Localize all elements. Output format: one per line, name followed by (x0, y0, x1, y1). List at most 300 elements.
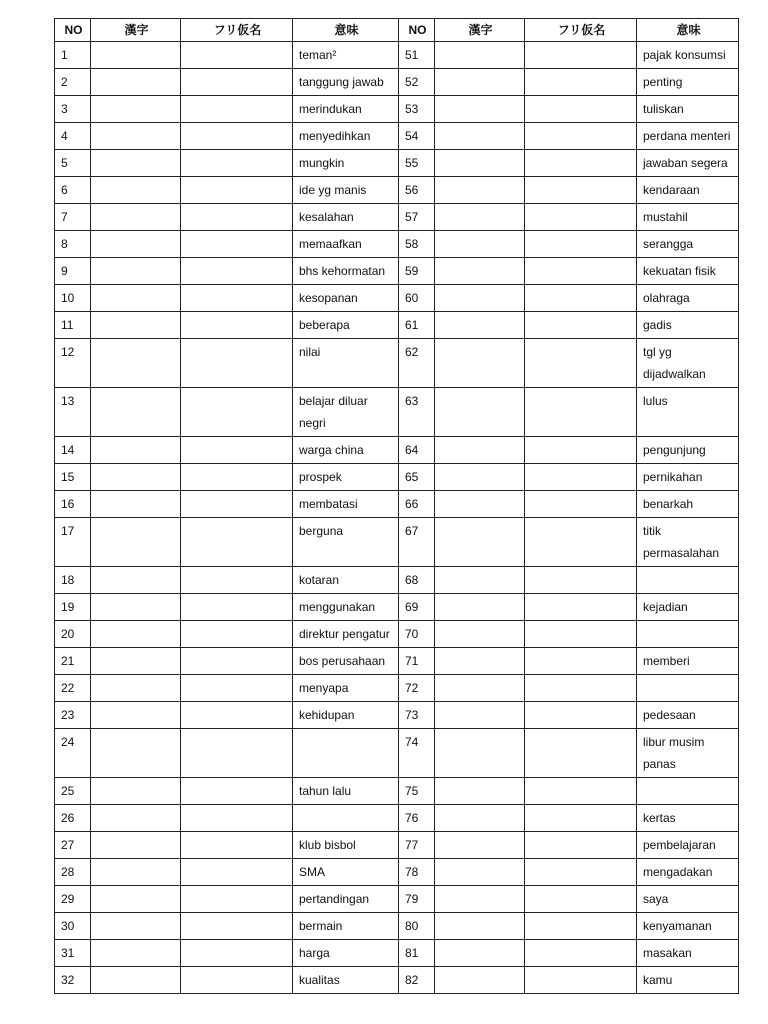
furigana-cell-left (181, 729, 293, 778)
meaning-cell-left: SMA (293, 859, 399, 886)
row-number-right: 54 (399, 123, 435, 150)
kanji-cell-right (435, 621, 525, 648)
table-row (55, 832, 739, 859)
furigana-cell-left (181, 464, 293, 491)
kanji-cell-left (91, 42, 181, 69)
row-number-right: 60 (399, 285, 435, 312)
furigana-cell-left (181, 96, 293, 123)
furigana-cell-right (525, 648, 637, 675)
row-number-right: 71 (399, 648, 435, 675)
meaning-cell-right: kendaraan (637, 177, 739, 204)
meaning-cell-left: mungkin (293, 150, 399, 177)
table-row (55, 437, 739, 464)
kanji-cell-left (91, 96, 181, 123)
meaning-cell-right: saya (637, 886, 739, 913)
kanji-cell-left (91, 123, 181, 150)
table-row (55, 805, 739, 832)
furigana-cell-right (525, 832, 637, 859)
table-row (55, 675, 739, 702)
furigana-cell-left (181, 859, 293, 886)
kanji-cell-right (435, 940, 525, 967)
furigana-cell-right (525, 940, 637, 967)
meaning-cell-left: tanggung jawab (293, 69, 399, 96)
header-meaning-right: 意味 (637, 19, 739, 42)
header-no-right: NO (399, 19, 435, 42)
row-number-left: 20 (55, 621, 91, 648)
kanji-cell-right (435, 96, 525, 123)
kanji-cell-right (435, 177, 525, 204)
furigana-cell-left (181, 150, 293, 177)
meaning-cell-left: teman² (293, 42, 399, 69)
meaning-cell-right: mustahil (637, 204, 739, 231)
row-number-right: 81 (399, 940, 435, 967)
row-number-left: 18 (55, 567, 91, 594)
row-number-left: 12 (55, 339, 91, 388)
kanji-cell-right (435, 312, 525, 339)
meaning-cell-right: pedesaan (637, 702, 739, 729)
row-number-left: 23 (55, 702, 91, 729)
meaning-cell-right: kekuatan fisik (637, 258, 739, 285)
meaning-cell-left: menyedihkan (293, 123, 399, 150)
kanji-cell-left (91, 805, 181, 832)
row-number-right: 70 (399, 621, 435, 648)
row-number-right: 80 (399, 913, 435, 940)
kanji-cell-right (435, 648, 525, 675)
kanji-cell-left (91, 388, 181, 437)
furigana-cell-right (525, 96, 637, 123)
meaning-cell-right: jawaban segera (637, 150, 739, 177)
table-row (55, 231, 739, 258)
row-number-right: 65 (399, 464, 435, 491)
meaning-cell-right: pengunjung (637, 437, 739, 464)
furigana-cell-left (181, 312, 293, 339)
kanji-cell-left (91, 648, 181, 675)
kanji-cell-right (435, 150, 525, 177)
meaning-cell-left: menggunakan (293, 594, 399, 621)
meaning-cell-right: tuliskan (637, 96, 739, 123)
furigana-cell-right (525, 437, 637, 464)
row-number-left: 26 (55, 805, 91, 832)
kanji-cell-right (435, 886, 525, 913)
table-row (55, 285, 739, 312)
kanji-cell-left (91, 150, 181, 177)
kanji-cell-right (435, 339, 525, 388)
kanji-cell-right (435, 204, 525, 231)
meaning-cell-right: memberi (637, 648, 739, 675)
kanji-cell-left (91, 204, 181, 231)
row-number-right: 72 (399, 675, 435, 702)
kanji-cell-right (435, 594, 525, 621)
table-row (55, 339, 739, 388)
row-number-right: 52 (399, 69, 435, 96)
meaning-cell-left: klub bisbol (293, 832, 399, 859)
row-number-left: 27 (55, 832, 91, 859)
row-number-right: 55 (399, 150, 435, 177)
kanji-cell-right (435, 69, 525, 96)
kanji-cell-left (91, 518, 181, 567)
furigana-cell-left (181, 913, 293, 940)
table-row (55, 567, 739, 594)
row-number-left: 17 (55, 518, 91, 567)
meaning-cell-left: merindukan (293, 96, 399, 123)
kanji-cell-left (91, 339, 181, 388)
header-row (55, 19, 739, 42)
kanji-cell-right (435, 567, 525, 594)
furigana-cell-right (525, 69, 637, 96)
vocabulary-table (54, 18, 739, 994)
meaning-cell-left: tahun lalu (293, 778, 399, 805)
kanji-cell-right (435, 675, 525, 702)
meaning-cell-right: mengadakan (637, 859, 739, 886)
kanji-cell-left (91, 437, 181, 464)
furigana-cell-right (525, 204, 637, 231)
kanji-cell-right (435, 258, 525, 285)
row-number-right: 78 (399, 859, 435, 886)
meaning-cell-right (637, 567, 739, 594)
meaning-cell-left: beberapa (293, 312, 399, 339)
row-number-right: 77 (399, 832, 435, 859)
table-row (55, 913, 739, 940)
header-kanji-right: 漢字 (435, 19, 525, 42)
meaning-cell-right: titik permasalahan (637, 518, 739, 567)
meaning-cell-left: kehidupan (293, 702, 399, 729)
furigana-cell-right (525, 729, 637, 778)
kanji-cell-left (91, 69, 181, 96)
meaning-cell-right: pernikahan (637, 464, 739, 491)
table-row (55, 491, 739, 518)
furigana-cell-right (525, 675, 637, 702)
furigana-cell-right (525, 312, 637, 339)
meaning-cell-right: libur musim panas (637, 729, 739, 778)
meaning-cell-left: bermain (293, 913, 399, 940)
kanji-cell-right (435, 123, 525, 150)
furigana-cell-right (525, 491, 637, 518)
furigana-cell-left (181, 648, 293, 675)
row-number-right: 79 (399, 886, 435, 913)
row-number-left: 7 (55, 204, 91, 231)
kanji-cell-left (91, 675, 181, 702)
kanji-cell-right (435, 491, 525, 518)
kanji-cell-left (91, 940, 181, 967)
meaning-cell-right: pembelajaran (637, 832, 739, 859)
kanji-cell-left (91, 621, 181, 648)
furigana-cell-left (181, 567, 293, 594)
row-number-right: 74 (399, 729, 435, 778)
kanji-cell-right (435, 778, 525, 805)
meaning-cell-left: bhs kehormatan (293, 258, 399, 285)
furigana-cell-left (181, 778, 293, 805)
furigana-cell-right (525, 231, 637, 258)
table-row (55, 594, 739, 621)
meaning-cell-left: ide yg manis (293, 177, 399, 204)
meaning-cell-right: penting (637, 69, 739, 96)
row-number-left: 13 (55, 388, 91, 437)
row-number-right: 59 (399, 258, 435, 285)
table-row (55, 312, 739, 339)
row-number-left: 30 (55, 913, 91, 940)
row-number-right: 68 (399, 567, 435, 594)
meaning-cell-right: perdana menteri (637, 123, 739, 150)
kanji-cell-right (435, 388, 525, 437)
furigana-cell-left (181, 285, 293, 312)
meaning-cell-right: olahraga (637, 285, 739, 312)
table-row (55, 388, 739, 437)
meaning-cell-left: kesopanan (293, 285, 399, 312)
furigana-cell-right (525, 258, 637, 285)
row-number-left: 15 (55, 464, 91, 491)
table-row (55, 150, 739, 177)
table-row (55, 258, 739, 285)
furigana-cell-left (181, 702, 293, 729)
row-number-left: 10 (55, 285, 91, 312)
furigana-cell-right (525, 805, 637, 832)
vocabulary-rows (55, 42, 739, 994)
kanji-cell-left (91, 594, 181, 621)
row-number-right: 58 (399, 231, 435, 258)
kanji-cell-left (91, 702, 181, 729)
kanji-cell-right (435, 967, 525, 994)
meaning-cell-right (637, 778, 739, 805)
meaning-cell-left: kualitas (293, 967, 399, 994)
meaning-cell-left: prospek (293, 464, 399, 491)
row-number-left: 16 (55, 491, 91, 518)
kanji-cell-left (91, 778, 181, 805)
row-number-right: 51 (399, 42, 435, 69)
row-number-left: 1 (55, 42, 91, 69)
kanji-cell-right (435, 285, 525, 312)
furigana-cell-right (525, 886, 637, 913)
furigana-cell-right (525, 285, 637, 312)
meaning-cell-right: kamu (637, 967, 739, 994)
kanji-cell-left (91, 285, 181, 312)
furigana-cell-left (181, 675, 293, 702)
row-number-right: 56 (399, 177, 435, 204)
kanji-cell-left (91, 832, 181, 859)
table-row (55, 464, 739, 491)
furigana-cell-left (181, 940, 293, 967)
meaning-cell-left: direktur pengatur (293, 621, 399, 648)
meaning-cell-right: gadis (637, 312, 739, 339)
row-number-right: 62 (399, 339, 435, 388)
row-number-left: 19 (55, 594, 91, 621)
furigana-cell-right (525, 859, 637, 886)
row-number-right: 53 (399, 96, 435, 123)
row-number-left: 3 (55, 96, 91, 123)
row-number-left: 5 (55, 150, 91, 177)
meaning-cell-right: pajak konsumsi (637, 42, 739, 69)
meaning-cell-left: memaafkan (293, 231, 399, 258)
table-row (55, 778, 739, 805)
kanji-cell-left (91, 177, 181, 204)
furigana-cell-left (181, 177, 293, 204)
table-row (55, 621, 739, 648)
row-number-left: 32 (55, 967, 91, 994)
header-kanji-left: 漢字 (91, 19, 181, 42)
kanji-cell-right (435, 231, 525, 258)
row-number-right: 66 (399, 491, 435, 518)
furigana-cell-left (181, 339, 293, 388)
furigana-cell-right (525, 594, 637, 621)
meaning-cell-left: bos perusahaan (293, 648, 399, 675)
furigana-cell-left (181, 805, 293, 832)
furigana-cell-right (525, 967, 637, 994)
furigana-cell-right (525, 702, 637, 729)
row-number-right: 63 (399, 388, 435, 437)
header-furigana-right: フリ仮名 (525, 19, 637, 42)
row-number-right: 61 (399, 312, 435, 339)
row-number-left: 9 (55, 258, 91, 285)
furigana-cell-left (181, 832, 293, 859)
meaning-cell-left: warga china (293, 437, 399, 464)
furigana-cell-left (181, 621, 293, 648)
table-row (55, 518, 739, 567)
table-row (55, 729, 739, 778)
kanji-cell-left (91, 464, 181, 491)
table-row (55, 967, 739, 994)
row-number-right: 75 (399, 778, 435, 805)
table-row (55, 648, 739, 675)
furigana-cell-left (181, 967, 293, 994)
row-number-right: 67 (399, 518, 435, 567)
furigana-cell-left (181, 258, 293, 285)
meaning-cell-left: harga (293, 940, 399, 967)
meaning-cell-left: belajar diluar negri (293, 388, 399, 437)
table-row (55, 177, 739, 204)
row-number-right: 76 (399, 805, 435, 832)
row-number-left: 22 (55, 675, 91, 702)
row-number-right: 82 (399, 967, 435, 994)
furigana-cell-left (181, 491, 293, 518)
furigana-cell-left (181, 123, 293, 150)
kanji-cell-right (435, 805, 525, 832)
meaning-cell-left: nilai (293, 339, 399, 388)
kanji-cell-right (435, 702, 525, 729)
row-number-left: 6 (55, 177, 91, 204)
kanji-cell-left (91, 859, 181, 886)
furigana-cell-left (181, 69, 293, 96)
meaning-cell-left: berguna (293, 518, 399, 567)
kanji-cell-right (435, 832, 525, 859)
meaning-cell-left: menyapa (293, 675, 399, 702)
meaning-cell-right: kertas (637, 805, 739, 832)
row-number-left: 21 (55, 648, 91, 675)
kanji-cell-left (91, 258, 181, 285)
meaning-cell-left: membatasi (293, 491, 399, 518)
kanji-cell-right (435, 518, 525, 567)
furigana-cell-left (181, 518, 293, 567)
kanji-cell-left (91, 312, 181, 339)
table-row (55, 702, 739, 729)
table-row (55, 69, 739, 96)
row-number-left: 29 (55, 886, 91, 913)
row-number-left: 11 (55, 312, 91, 339)
table-row (55, 859, 739, 886)
meaning-cell-right: benarkah (637, 491, 739, 518)
table-row (55, 42, 739, 69)
table-row (55, 886, 739, 913)
furigana-cell-left (181, 437, 293, 464)
kanji-cell-right (435, 859, 525, 886)
row-number-left: 8 (55, 231, 91, 258)
kanji-cell-left (91, 567, 181, 594)
kanji-cell-right (435, 464, 525, 491)
row-number-left: 2 (55, 69, 91, 96)
meaning-cell-right: kenyamanan (637, 913, 739, 940)
vocabulary-sheet (54, 18, 738, 994)
meaning-cell-right: tgl yg dijadwalkan (637, 339, 739, 388)
header-no-left: NO (55, 19, 91, 42)
kanji-cell-left (91, 491, 181, 518)
furigana-cell-right (525, 42, 637, 69)
kanji-cell-left (91, 231, 181, 258)
kanji-cell-left (91, 729, 181, 778)
meaning-cell-left: pertandingan (293, 886, 399, 913)
kanji-cell-right (435, 729, 525, 778)
meaning-cell-right (637, 621, 739, 648)
meaning-cell-left (293, 729, 399, 778)
row-number-left: 31 (55, 940, 91, 967)
furigana-cell-right (525, 567, 637, 594)
furigana-cell-right (525, 177, 637, 204)
furigana-cell-right (525, 778, 637, 805)
kanji-cell-right (435, 913, 525, 940)
furigana-cell-left (181, 886, 293, 913)
row-number-left: 25 (55, 778, 91, 805)
furigana-cell-right (525, 518, 637, 567)
row-number-left: 28 (55, 859, 91, 886)
meaning-cell-right (637, 675, 739, 702)
kanji-cell-left (91, 913, 181, 940)
row-number-left: 14 (55, 437, 91, 464)
furigana-cell-right (525, 388, 637, 437)
furigana-cell-right (525, 339, 637, 388)
meaning-cell-right: masakan (637, 940, 739, 967)
meaning-cell-right: serangga (637, 231, 739, 258)
furigana-cell-left (181, 204, 293, 231)
furigana-cell-right (525, 913, 637, 940)
meaning-cell-left: kotaran (293, 567, 399, 594)
furigana-cell-right (525, 464, 637, 491)
furigana-cell-right (525, 621, 637, 648)
kanji-cell-right (435, 437, 525, 464)
table-row (55, 96, 739, 123)
furigana-cell-right (525, 123, 637, 150)
table-row (55, 940, 739, 967)
header-meaning-left: 意味 (293, 19, 399, 42)
table-row (55, 123, 739, 150)
kanji-cell-left (91, 886, 181, 913)
row-number-right: 64 (399, 437, 435, 464)
table-row (55, 204, 739, 231)
row-number-right: 73 (399, 702, 435, 729)
kanji-cell-left (91, 967, 181, 994)
kanji-cell-right (435, 42, 525, 69)
row-number-right: 69 (399, 594, 435, 621)
furigana-cell-left (181, 42, 293, 69)
row-number-left: 24 (55, 729, 91, 778)
furigana-cell-left (181, 388, 293, 437)
furigana-cell-left (181, 231, 293, 258)
row-number-right: 57 (399, 204, 435, 231)
header-furigana-left: フリ仮名 (181, 19, 293, 42)
meaning-cell-left: kesalahan (293, 204, 399, 231)
meaning-cell-right: lulus (637, 388, 739, 437)
row-number-left: 4 (55, 123, 91, 150)
furigana-cell-right (525, 150, 637, 177)
furigana-cell-left (181, 594, 293, 621)
meaning-cell-left (293, 805, 399, 832)
meaning-cell-right: kejadian (637, 594, 739, 621)
